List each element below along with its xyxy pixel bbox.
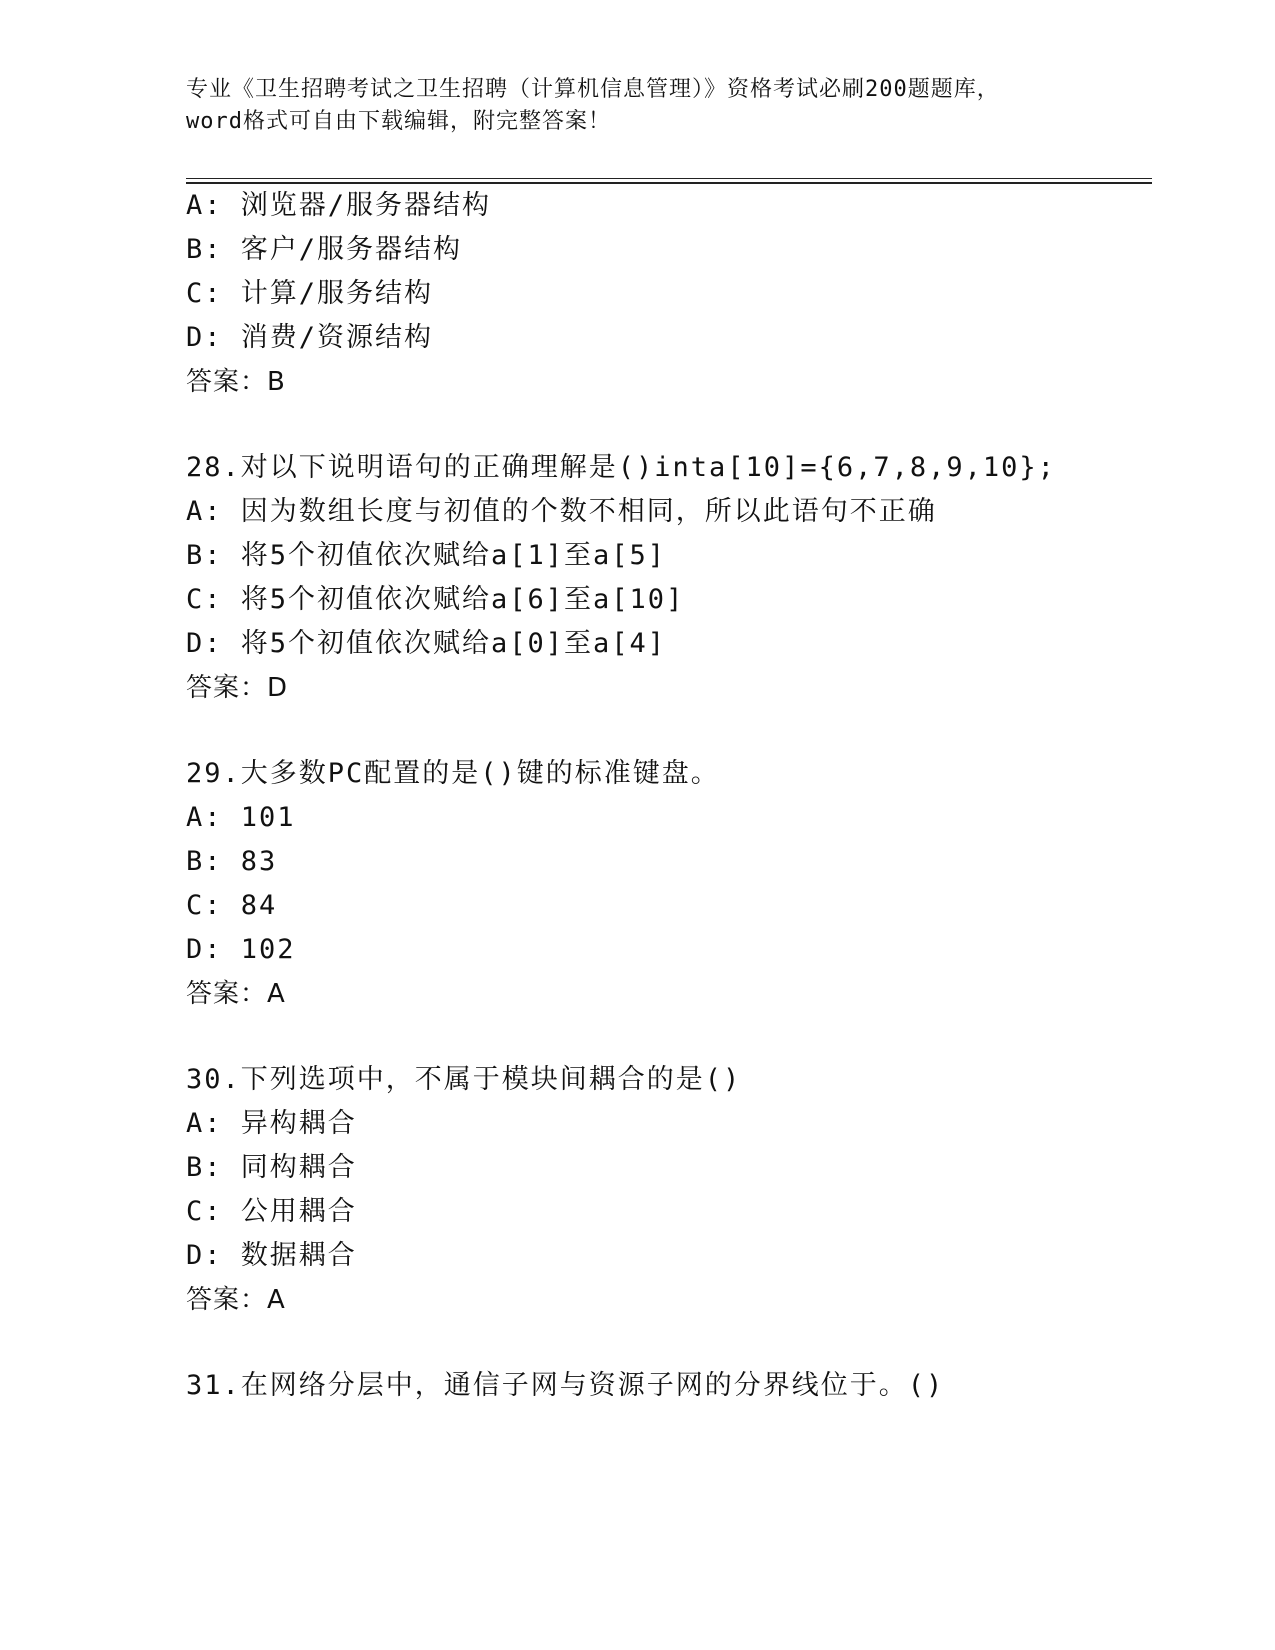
header-title-line-1: 专业《卫生招聘考试之卫生招聘（计算机信息管理）》资格考试必刷200题题库， [186, 77, 1000, 102]
q30-option-d: D: 数据耦合 [186, 1240, 357, 1271]
header-divider-thick [186, 182, 1152, 184]
q28-option-c: C: 将5个初值依次赋给a[6]至a[10] [186, 584, 685, 615]
q29-option-d: D: 102 [186, 934, 296, 965]
q29-option-a: A: 101 [186, 802, 296, 833]
q29-option-c: C: 84 [186, 890, 278, 921]
q27-option-a: A: 浏览器/服务器结构 [186, 190, 492, 221]
q28-option-a: A: 因为数组长度与初值的个数不相同，所以此语句不正确 [186, 496, 937, 527]
q27-option-b: B: 客户/服务器结构 [186, 234, 463, 265]
q29-answer: 答案：A [186, 979, 286, 1009]
q27-option-d: D: 消费/资源结构 [186, 322, 434, 353]
q29-question: 29.大多数PC配置的是()键的标准键盘。 [186, 758, 720, 789]
q28-answer: 答案：D [186, 673, 289, 703]
q30-option-a: A: 异构耦合 [186, 1108, 357, 1139]
q29-option-b: B: 83 [186, 846, 278, 877]
q30-answer: 答案：A [186, 1285, 286, 1315]
q28-option-b: B: 将5个初值依次赋给a[1]至a[5] [186, 540, 667, 571]
header-divider-thin [186, 178, 1152, 179]
q27-option-c: C: 计算/服务结构 [186, 278, 434, 309]
q30-question: 30.下列选项中，不属于模块间耦合的是() [186, 1064, 742, 1095]
q30-option-c: C: 公用耦合 [186, 1196, 357, 1227]
q28-option-d: D: 将5个初值依次赋给a[0]至a[4] [186, 628, 667, 659]
q28-question: 28.对以下说明语句的正确理解是()inta[10]={6,7,8,9,10}; [186, 452, 1056, 483]
q31-question: 31.在网络分层中，通信子网与资源子网的分界线位于。() [186, 1370, 945, 1401]
q30-option-b: B: 同构耦合 [186, 1152, 357, 1183]
q27-answer: 答案：B [186, 367, 286, 397]
header-title-line-2: word格式可自由下载编辑，附完整答案！ [186, 109, 611, 134]
document-header [186, 74, 1096, 138]
